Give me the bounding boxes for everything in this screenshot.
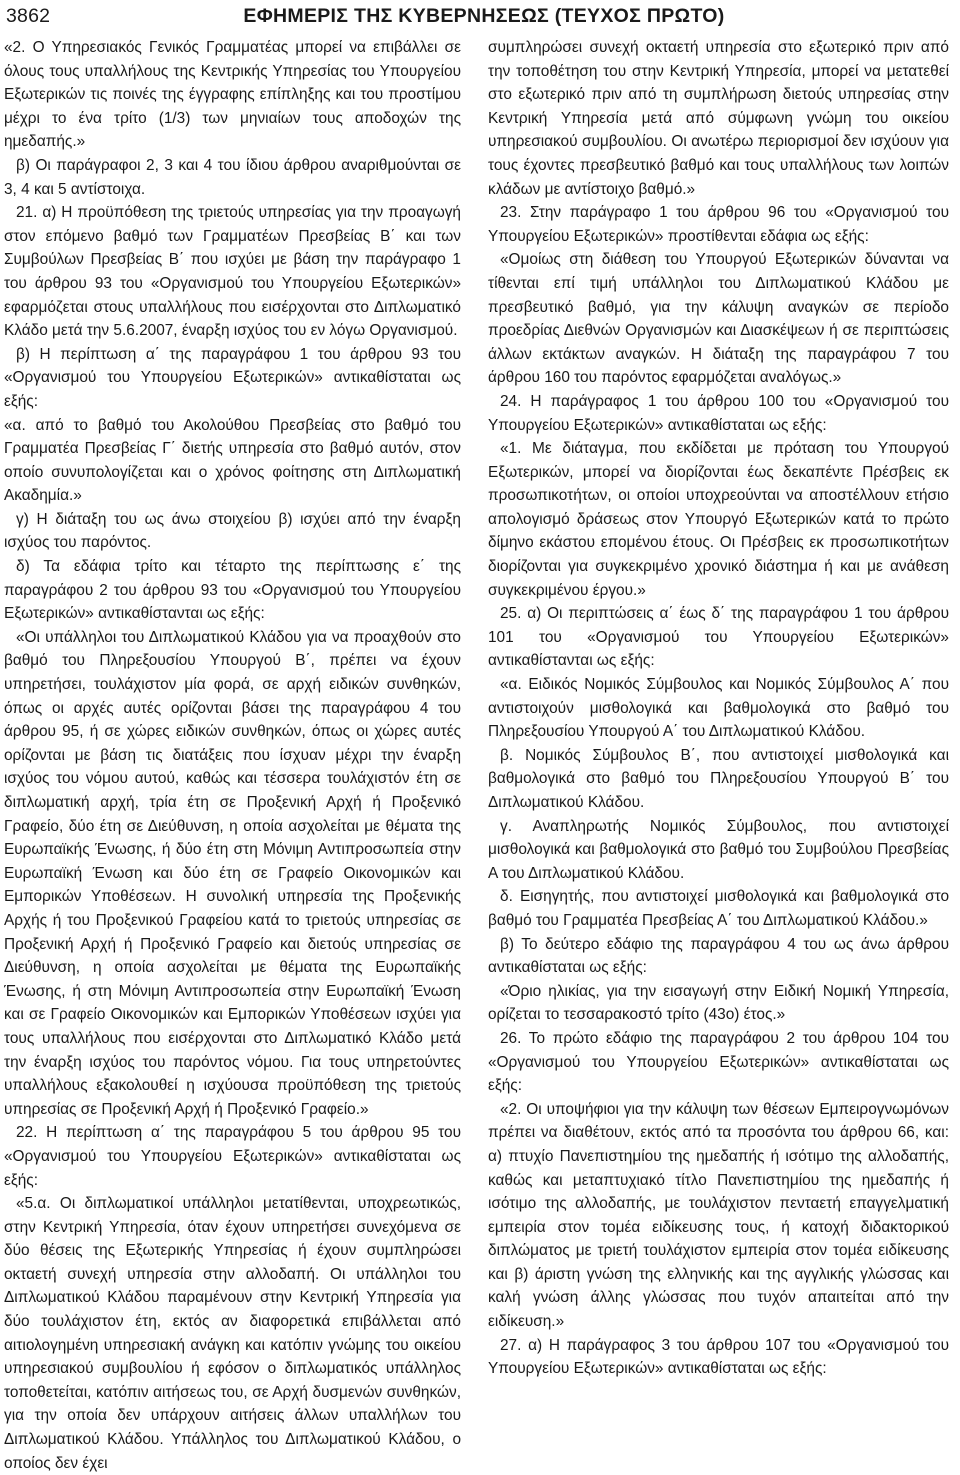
paragraph: «Οι υπάλληλοι του Διπλωματικού Κλάδου για να προαχθούν στο βαθμό του Πληρεξουσίου Υπουργού Β΄, πρέπει να έχουν υπηρετήσει, τουλάχιστον μία φορά, σε αρχή ειδικών συνθηκών, όπως οι αρχές αυτές ορίζονται βάσει της παραγράφου 4 του άρθρου 95, ή σε χώρες ειδικών συνθηκών, όπως οι χώρες αυτές ορίζονται με βάση τις διατάξεις που ίσχυαν μέχρι την έναρξη ισχύος του νόμου αυτού, καθώς και τέσσερα τουλάχιστόν έτη σε διπλωματική αρχή, τρία έτη σε Προξενική Αρχή ή Προξενικό Γραφείο, δύο έτη σε Διεύθυνση, η οποία ασχολείται με θέματα της Ευρωπαϊκής Ένωσης, ή δύο έτη στη Μόνιμη Αντιπροσωπεία στην Ευρωπαϊκή Ένωση και δύο έτη σε Γραφείο Οικονομικών και Εμπορικών Υποθέσεων. Η συνολική υπηρεσία της Προξενικής Αρχής ή του Προξενικού Γραφείου κατά το τριετούς υπηρεσίας σε Προξενική Αρχή ή Προξενικό Γραφείο και διετούς υπηρεσίας σε Διεύθυνση, η οποία ασχολείται με θέματα της Ευρωπαϊκής Ένωσης, ή στη Μόνιμη Αντιπροσωπεία στην Ευρωπαϊκή Ένωση και σε Γραφείο Οικονομικών και Εμπορικών Υποθέσεων ισχύει για τους υπαλλήλους που εισέρχονται στο Διπλωματικό Κλάδο μετά την έναρξη ισχύος του παρόντος νόμου. Για τους υπηρετούντες υπαλλήλους εξακολουθεί η ισχύουσα προϋπόθεση της τριετούς υπηρεσίας σε Προξενική Αρχή ή Προξενικό Γραφείο.» — [4, 628, 461, 1118]
paragraph: «1. Με διάταγμα, που εκδίδεται με πρόταση του Υπουργού Εξωτερικών, μπορεί να διορίζονται έως δεκαπέντε Πρέσβεις εκ προσωπικοτήτων, οι οποίοι υποχρεούνται να αποστέλλουν ετήσιο απολογισμό δράσεως στον Υπουργό Εξωτερικών κατά το πρώτο δίμηνο εκάστου επομένου έτους. Οι Πρέσβεις εκ προσωπικοτήτων διορίζονται για συγκεκριμένο χρονικό διάστημα ή και με ανάθεση συγκεκριμένου έργου.» — [488, 440, 949, 599]
paragraph: 22. Η περίπτωση α΄ της παραγράφου 5 του άρθρου 95 του «Οργανισμού του Υπουργείου Εξωτερικών» αντικαθίσταται ως εξής: — [4, 1124, 461, 1189]
paragraph: 26. Το πρώτο εδάφιο της παραγράφου 2 του άρθρου 104 του «Οργανισμού του Υπουργείου Εξωτερικών» αντικαθίσταται ως εξής: — [488, 1029, 949, 1095]
paragraph: «2. Ο Υπηρεσιακός Γενικός Γραμματέας μπορεί να επιβάλλει σε όλους τους υπαλλήλους της Κεντρικής Υπηρεσίας του Υπουργείου Εξωτερικών τις ποινές της έγγραφης επίπληξης και του προστίμου μέχρι το ένα τρίτο (1/3) των μηνιαίων τους αποδοχών της ημεδαπής.» — [4, 39, 461, 151]
right-column — [488, 36, 949, 1420]
paragraph: δ) Τα εδάφια τρίτο και τέταρτο της περίπτωσης ε΄ της παραγράφου 2 του άρθρου 93 του «Οργανισμού του Υπουργείου Εξωτερικών» αντικαθίστανται ως εξής: — [4, 558, 461, 623]
paragraph: «α. Ειδικός Νομικός Σύμβουλος και Νομικός Σύμβουλος Α΄ που αντιστοιχούν μισθολογικά και βαθμολογικά στο βαθμό του Πληρεξουσίου Υπουργού Α΄ του Διπλωματικού Κλάδου. — [488, 676, 949, 741]
left-column — [4, 36, 461, 1472]
gazette-title: ΕΦΗΜΕΡΙΣ ΤΗΣ ΚΥΒΕΡΝΗΣΕΩΣ (ΤΕΥΧΟΣ ΠΡΩΤΟ) — [243, 4, 725, 27]
paragraph: «5.α. Οι διπλωματικοί υπάλληλοι μετατίθενται, υποχρεωτικώς, στην Κεντρική Υπηρεσία, όταν έχουν υπηρετήσει συνεχόμενα σε δύο θέσεις της Εξωτερικής Υπηρεσίας ή έχουν συμπληρώσει οκταετή συνεχή υπηρεσία στην αλλοδαπή. Οι υπάλληλοι του Διπλωματικού Κλάδου παραμένουν στην Κεντρική Υπηρεσία για δύο τουλάχιστον έτη, εκτός αν διαφορετικά επιβάλλεται από αιτιολογημένη υπηρεσιακή ανάγκη και κατόπιν γνώμης του οικείου υπηρεσιακού συμβουλίου ή εφόσον ο διπλωματικός υπάλληλος τοποθετείται, κατόπιν αιτήσεως του, σε Αρχή δυσμενών συνθηκών, για την οποία δεν υπάρχουν αιτήσεις άλλων υπαλλήλων του Διπλωματικού Κλάδου. Υπάλληλος του Διπλωματικού Κλάδου, ο οποίος δεν έχει — [4, 1195, 461, 1472]
paragraph: β. Νομικός Σύμβουλος Β΄, που αντιστοιχεί μισθολογικά και βαθμολογικά στο βαθμό του Πληρεξουσίου Υπουργού Β΄ του Διπλωματικού Κλάδου. — [488, 746, 949, 811]
paragraph: συμπληρώσει συνεχή οκταετή υπηρεσία στο εξωτερικό πριν από την τοποθέτηση του στην Κεντρική Υπηρεσία, μπορεί να μετατεθεί στο εξωτερικό πριν από τη συμπλήρωση διετούς υπηρεσίας στην Κεντρική Υπηρεσία μετά από σύμφωνη γνώμη του οικείου υπηρεσιακού συμβουλίου. Οι ανωτέρω περιορισμοί δεν ισχύουν για τους έχοντες πρεσβευτικό βαθμό και τους υπαλλήλους των λοιπών κλάδων με αντίστοιχο βαθμό.» — [488, 39, 949, 198]
paragraph: 23. Στην παράγραφο 1 του άρθρου 96 του «Οργανισμού του Υπουργείου Εξωτερικών» προστίθενται εδάφια ως εξής: — [488, 204, 949, 245]
paragraph: γ. Αναπληρωτής Νομικός Σύμβουλος, που αντιστοιχεί μισθολογικά και βαθμολογικά στο βαθμό του Συμβούλου Πρεσβείας Α του Διπλωματικού Κλάδου. — [488, 817, 949, 882]
paragraph: «2. Οι υποψήφιοι για την κάλυψη των θέσεων Εμπειρογνωμόνων πρέπει να διαθέτουν, εκτός από τα προσόντα του άρθρου 66, και: α) πτυχίο Πανεπιστημίου της ημεδαπής ή ισότιμο της αλλοδαπής, καθώς και μεταπτυχιακό τίτλο Πανεπιστημίου της ημεδαπής ή ισότιμο της αλλοδαπής, με τουλάχιστον πενταετή επαγγελματική εμπειρία στον τομέα ειδίκευσης τους, ή κατοχή διδακτορικού διπλώματος με τριετή τουλάχιστον εμπειρία στον τομέα ειδίκευσης και β) άριστη γνώση της ελληνικής και της αγγλικής γλώσσας και καλή γνώση άλλης γλώσσας που τυχόν απαιτείται από την ειδίκευση.» — [488, 1100, 949, 1331]
paragraph: 27. α) Η παράγραφος 3 του άρθρου 107 του «Οργανισμού του Υπουργείου Εξωτερικών» αντικαθίσταται ως εξής: — [488, 1336, 949, 1378]
paragraph: γ) Η διάταξη του ως άνω στοιχείου β) ισχύει από την έναρξη ισχύος του παρόντος. — [4, 510, 461, 552]
paragraph: 24. Η παράγραφος 1 του άρθρου 100 του «Οργανισμού του Υπουργείου Εξωτερικών» αντικαθίσταται ως εξής: — [488, 392, 949, 434]
paragraph: 21. α) Η προϋπόθεση της τριετούς υπηρεσίας για την προαγωγή στον επόμενο βαθμό των Γραμματέων Πρεσβείας Β΄ και των Συμβούλων Πρεσβείας Β΄ που ισχύει με βάση την παράγραφο 1 του άρθρου 93 του «Οργανισμού του Υπουργείου Εξωτερικών» εφαρμόζεται στους υπαλλήλους που εισέρχονται στο Διπλωματικό Κλάδο μετά την 5.6.2007, έναρξη ισχύος του εν λόγω Οργανισμού. — [4, 204, 461, 340]
paragraph: 25. α) Οι περιπτώσεις α΄ έως δ΄ της παραγράφου 1 του άρθρου 101 του «Οργανισμού του Υπουργείου Εξωτερικών» αντικαθίστανται ως εξής: — [488, 605, 949, 670]
paragraph: «α. από το βαθμό του Ακολούθου Πρεσβείας στο βαθμό του Γραμματέα Πρεσβείας Γ΄ διετής υπηρεσία στο βαθμό αυτόν, στον οποίο συνυπολογίζεται και ο χρόνος φοίτησης στη Διπλωματική Ακαδημία.» — [4, 416, 461, 505]
paragraph: β) Το δεύτερο εδάφιο της παραγράφου 4 του ως άνω άρθρου αντικαθίσταται ως εξής: — [488, 935, 949, 977]
paragraph: β) Οι παράγραφοι 2, 3 και 4 του ίδιου άρθρου αναριθμούνται σε 3, 4 και 5 αντίστοιχα. — [4, 156, 461, 198]
paragraph: «Όριο ηλικίας, για την εισαγωγή στην Ειδική Νομική Υπηρεσία, ορίζεται το τεσσαρακοστό τρίτο (43ο) έτος.» — [488, 982, 949, 1024]
paragraph: δ. Εισηγητής, που αντιστοιχεί μισθολογικά και βαθμολογικά στο βαθμό του Γραμματέα Πρεσβείας Α΄ του Διπλωματικού Κλάδου.» — [488, 888, 949, 929]
paragraph: β) Η περίπτωση α΄ της παραγράφου 1 του άρθρου 93 του «Οργανισμού του Υπουργείου Εξωτερικών» αντικαθίσταται ως εξής: — [4, 345, 461, 410]
paragraph: «Ομοίως στη διάθεση του Υπουργού Εξωτερικών δύνανται να τίθενται επί τιμή υπάλληλοι του Διπλωματικού Κλάδου με πρεσβευτικό βαθμό, για την κάλυψη αναγκών σε περίοδο προεδρίας Διεθνών Οργανισμών και Διασκέψεων ή σε περιπτώσεις άλλων εκτάκτων αναγκών. Η διάταξη της παραγράφου 7 του άρθρου 160 του παρόντος εφαρμόζεται αναλόγως.» — [488, 251, 949, 387]
page-header — [6, 0, 954, 32]
page-number: 3862 — [6, 4, 51, 27]
